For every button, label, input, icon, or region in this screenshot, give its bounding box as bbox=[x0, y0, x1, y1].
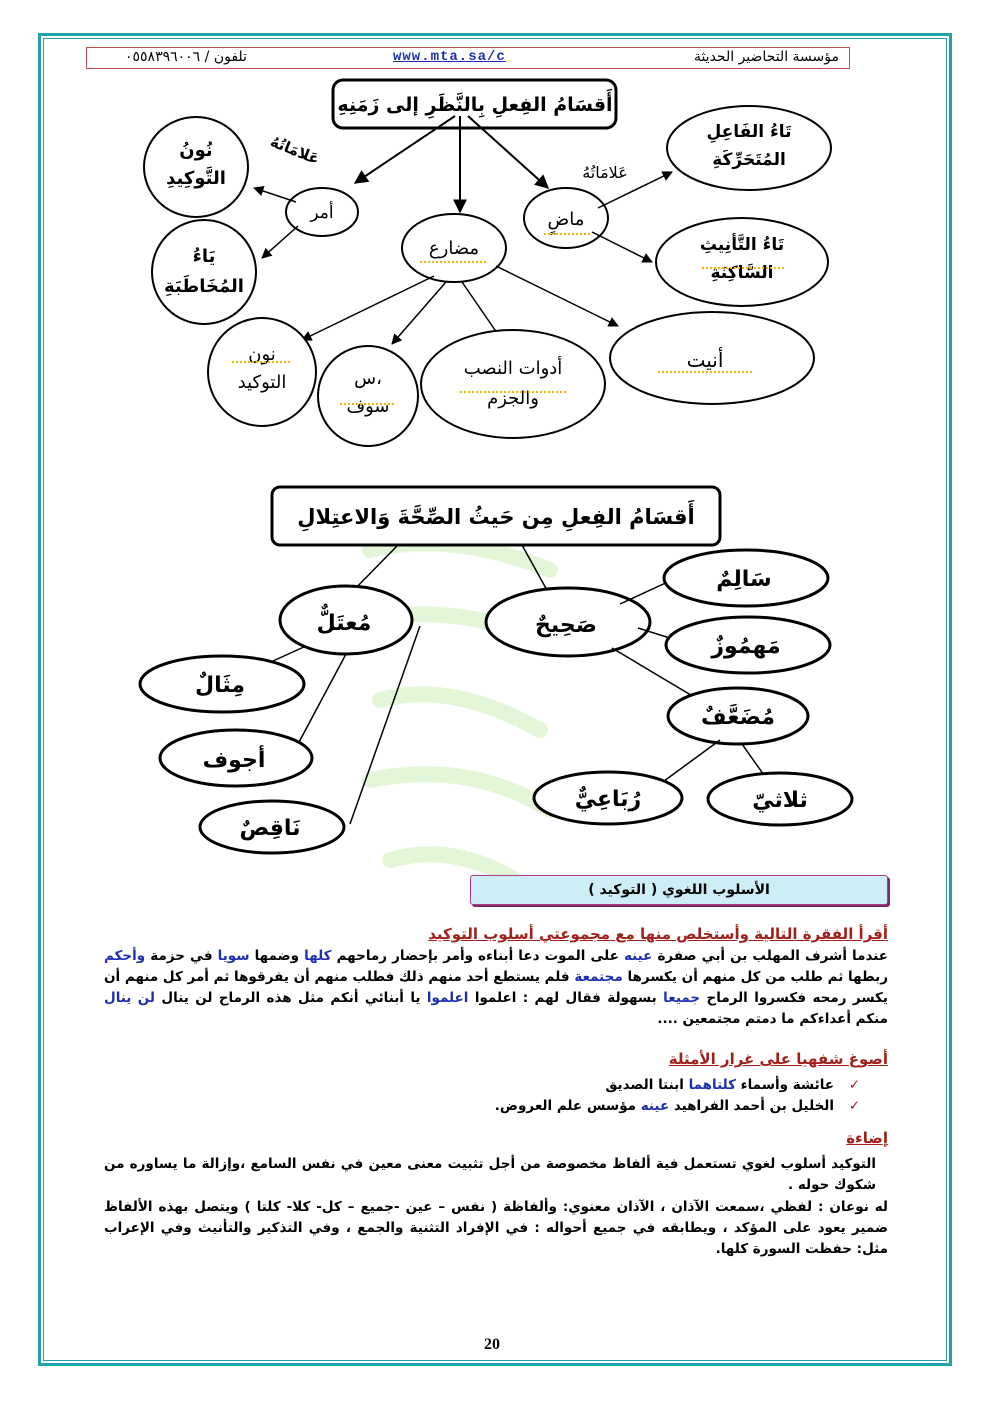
check-icon: ✓ bbox=[848, 1077, 860, 1093]
reading-paragraph bbox=[104, 946, 888, 1030]
salim-label: سَالِمٌ bbox=[716, 567, 772, 592]
example-text: ابنتا الصديق bbox=[605, 1077, 689, 1093]
example-text: الخليل بن أحمد الفراهيد bbox=[669, 1098, 834, 1114]
past-sign-1-node bbox=[667, 106, 831, 190]
paragraph-highlight: سويا bbox=[217, 948, 250, 964]
example-text: مؤسس علم العروض. bbox=[494, 1098, 641, 1114]
imp-sign-2: يَاءُ المُخَاطَبَةِ bbox=[164, 246, 244, 297]
thulathi-label: ثلاثيّ bbox=[752, 788, 808, 813]
present-sign-3: س، سوف bbox=[346, 368, 390, 417]
example-item bbox=[300, 1075, 860, 1096]
light-heading: إضاءة bbox=[846, 1129, 888, 1147]
paragraph-text: وضمها bbox=[249, 948, 305, 964]
light-paragraph-1: التوكيد أسلوب لغوي تستعمل فية ألفاظ مخصوصة من أجل تثبيت معنى معين في نفس السامع ،وإزالة ما يساوره من شكوك حوله . bbox=[104, 1156, 876, 1193]
phone-number: تلفون / ٠٥٥٨٣٩٦٠٠٦ bbox=[125, 49, 247, 65]
past-marks-label: عَلامَاتُهُ bbox=[582, 163, 628, 182]
present-sign-2-node bbox=[421, 330, 605, 438]
past-sign-2: تَاءُ التَّأنِيثِ السَّاكِنَةِ bbox=[699, 235, 785, 283]
paragraph-text: عندما أشرف المهلب بن أبي صفرة bbox=[652, 948, 888, 964]
example-highlight: كلتاهما bbox=[688, 1077, 736, 1093]
example-text: عائشة وأسماء bbox=[735, 1077, 834, 1093]
present-sign-1: أنيت bbox=[686, 348, 724, 372]
paragraph-highlight: وأحكم bbox=[104, 948, 146, 964]
read-heading: أقرأ الفقرة التالية وأستخلص منها مع مجموعتي أسلوب التوكيد bbox=[428, 925, 888, 943]
example-item bbox=[300, 1096, 860, 1117]
paragraph-highlight: عينه bbox=[623, 948, 653, 964]
sound-title: أَقسَامُ الفِعلِ مِن حَيثُ الصِّحَّةَ وَالاعتِلالِ bbox=[297, 505, 695, 529]
naqis-label: نَاقِصٌ bbox=[239, 816, 301, 841]
check-icon: ✓ bbox=[848, 1098, 860, 1114]
diagram-time bbox=[144, 80, 831, 446]
example-highlight: عينه bbox=[640, 1098, 670, 1114]
section-title-bar: الأسلوب اللغوي ( التوكيد ) bbox=[470, 875, 888, 905]
mutal-label: مُعتَلٌّ bbox=[316, 611, 372, 636]
mahmuz-label: مَهمُوزٌ bbox=[711, 634, 781, 659]
imp-sign-1-node bbox=[144, 117, 248, 217]
paragraph-text: ربطها ثم طلب من كل منهم أن يكسرها bbox=[622, 969, 888, 985]
paragraph-text: يا أبنائي أنكم مثل هذه الرماح لن ينال bbox=[155, 990, 427, 1006]
paragraph-highlight: مجتمعة bbox=[574, 969, 623, 985]
light-paragraph-2: له نوعان : لفظي ،سمعت الآذان ، الآذان معنوي: وألفاظة ( نفس – عين -جميع – كل- كلا- كلتا ) ويتصل بهذه الألفاظ ضمير يعود على المؤكد ، ويطابقه في جميع أحواله : في الإفراد التثنية والجمع ، وفي التذكير والتأنيث وفي الإعراب مثل: حفظت السورة كلها. bbox=[104, 1199, 888, 1257]
present-sign-4: نون التوكيد bbox=[237, 344, 287, 393]
present-sign-2: أدوات النصب والجزم bbox=[463, 358, 563, 409]
form-heading: أصوغ شفهيا على غرار الأمثلة bbox=[668, 1050, 888, 1068]
imp-sign-1: نُونُ التَّوكِيدِ bbox=[166, 140, 226, 189]
paragraph-text: فلم يستطع أحد منهم ذلك فطلب منهم أن يفرقوها ثم أمر كل منهم أن يكسر رمحه فكسروا الرماح bbox=[104, 969, 888, 1006]
mudaaf-label: مُضَعَّفٌ bbox=[701, 705, 775, 730]
sahih-label: صَحِيحٌ bbox=[535, 613, 597, 638]
paragraph-text: في حزمة bbox=[145, 948, 218, 964]
paragraph-highlight: كلها bbox=[304, 948, 332, 964]
paragraph-highlight: اعلموا bbox=[426, 990, 469, 1006]
ajwaf-label: أجوف bbox=[202, 748, 266, 773]
diagram-sound bbox=[140, 487, 852, 853]
past-label: ماضٍ bbox=[547, 209, 585, 230]
org-name: مؤسسة التحاضير الحديثة bbox=[693, 49, 839, 65]
paragraph-text: منكم أعداءكم ما دمتم مجتمعين .... bbox=[657, 1011, 888, 1027]
imperative-marks-label: عَلامَاتُهُ bbox=[267, 132, 323, 169]
present-label: مضارع bbox=[428, 238, 480, 259]
paragraph-text: على الموت دعا أبناءه وأمر بإحضار رماحهم bbox=[331, 948, 624, 964]
examples-list bbox=[300, 1075, 860, 1117]
website-link[interactable]: www.mta.sa/c bbox=[393, 49, 506, 65]
paragraph-highlight: جميعا bbox=[663, 990, 701, 1006]
time-title: أَقسَامُ الفِعلِ بِالنَّظَرِ إلى زَمَنِهِ bbox=[337, 94, 613, 116]
paragraph-text: بسهولة فقال لهم : اعلموا bbox=[468, 990, 664, 1006]
imperative-label: أمر bbox=[310, 203, 334, 223]
paragraph-highlight: لن ينال bbox=[104, 990, 155, 1006]
page-number: 20 bbox=[484, 1336, 500, 1353]
past-sign-1: تَاءُ الفَاعِلِ المُتَحَرِّكَةِ bbox=[706, 122, 792, 170]
mithal-label: مِثَالٌ bbox=[195, 673, 245, 698]
imp-sign-2-node bbox=[152, 220, 256, 324]
past-sign-2-node bbox=[656, 218, 828, 306]
rubai-label: رُبَاعِيٌّ bbox=[574, 787, 642, 812]
